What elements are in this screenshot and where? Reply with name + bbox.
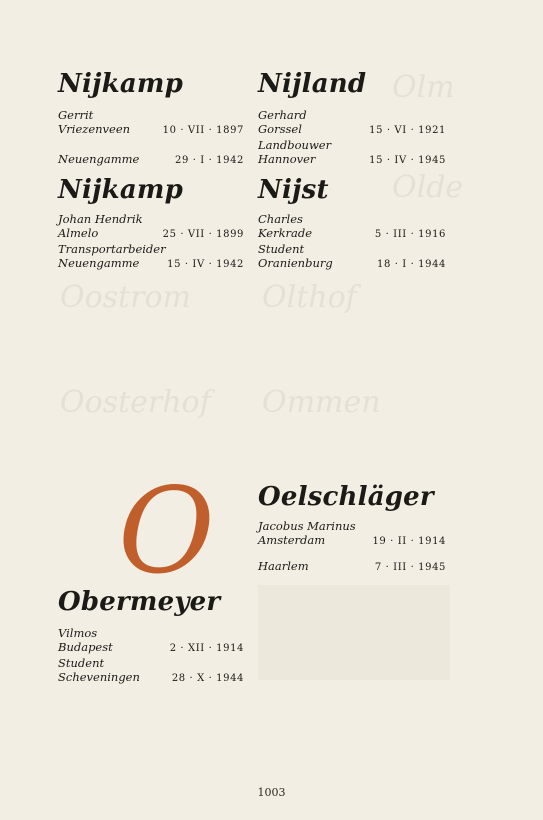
given-name: Vilmos xyxy=(58,626,98,640)
entry-line xyxy=(258,519,446,533)
entry-line xyxy=(258,242,446,256)
death-place: Neuengamme xyxy=(58,152,140,166)
entry-line xyxy=(58,640,244,656)
death-date: 18 · I · 1944 xyxy=(377,259,446,270)
entry-line xyxy=(258,122,446,138)
given-name: Gerhard xyxy=(258,108,307,122)
entry-line xyxy=(58,122,244,138)
death-date: 7 · III · 1945 xyxy=(374,562,446,573)
death-place: Scheveningen xyxy=(58,670,140,684)
given-name: Johan Hendrik xyxy=(58,212,143,226)
birthplace: Gorssel xyxy=(258,122,302,136)
entry-line xyxy=(258,256,446,272)
surname: Nijst xyxy=(258,175,329,205)
entry-nijkamp-johan-hendrik xyxy=(58,176,244,272)
occupation: Transportarbeider xyxy=(58,242,166,256)
entry-oelschlager xyxy=(258,483,446,575)
death-date: 28 · X · 1944 xyxy=(171,673,244,684)
show-through-box xyxy=(258,585,450,680)
birthplace: Kerkrade xyxy=(258,226,313,240)
entry-line xyxy=(58,626,244,640)
given-name: Charles xyxy=(258,212,303,226)
birthplace: Vriezenveen xyxy=(58,122,131,136)
entry-line xyxy=(58,138,244,152)
death-place: Haarlem xyxy=(258,559,309,573)
death-place: Neuengamme xyxy=(58,256,140,270)
entry-line xyxy=(258,226,446,242)
birth-date: 15 · VI · 1921 xyxy=(369,125,446,136)
show-through-decoration: Oostrom xyxy=(60,280,191,315)
birth-date: 2 · XII · 1914 xyxy=(169,643,244,654)
entry-obermeyer xyxy=(58,588,244,686)
entry-line xyxy=(58,226,244,242)
entry-line xyxy=(258,212,446,226)
birth-date: 25 · VII · 1899 xyxy=(162,229,244,240)
birthplace: Almelo xyxy=(58,226,99,240)
birth-date: 5 · III · 1916 xyxy=(374,229,446,240)
entry-line xyxy=(258,533,446,549)
entry-line xyxy=(58,152,244,168)
entry-line xyxy=(58,242,244,256)
surname: Nijkamp xyxy=(58,175,184,205)
occupation: Student xyxy=(58,656,105,670)
surname: Nijkamp xyxy=(58,69,184,99)
given-name: Gerrit xyxy=(58,108,94,122)
death-place: Oranienburg xyxy=(258,256,333,270)
entry-line xyxy=(258,152,446,168)
show-through-decoration: Olde xyxy=(392,170,464,205)
given-name: Jacobus Marinus xyxy=(258,519,356,533)
occupation: Landbouwer xyxy=(258,138,332,152)
entry-line xyxy=(58,212,244,226)
entry-line xyxy=(58,108,244,122)
entry-line xyxy=(58,670,244,686)
entry-line xyxy=(258,108,446,122)
birth-date: 19 · II · 1914 xyxy=(372,536,446,547)
entry-line xyxy=(258,559,446,575)
entry-line xyxy=(58,656,244,670)
entry-line xyxy=(58,256,244,272)
occupation: Student xyxy=(258,242,305,256)
show-through-decoration: Oosterhof xyxy=(60,385,211,420)
death-place: Hannover xyxy=(258,152,316,166)
entry-line xyxy=(258,549,446,559)
show-through-decoration: Ommen xyxy=(262,385,381,420)
death-date: 29 · I · 1942 xyxy=(175,155,244,166)
entry-nijst xyxy=(258,176,446,272)
surname: Obermeyer xyxy=(58,587,221,617)
birthplace: Amsterdam xyxy=(258,533,326,547)
section-initial-letter: O xyxy=(118,462,215,600)
birthplace: Budapest xyxy=(58,640,113,654)
surname: Oelschläger xyxy=(258,482,434,512)
entry-nijland xyxy=(258,70,446,168)
show-through-decoration: Olm xyxy=(392,70,455,105)
entry-line xyxy=(258,138,446,152)
death-date: 15 · IV · 1942 xyxy=(167,259,244,270)
entry-nijkamp-gerrit xyxy=(58,70,244,168)
surname: Nijland xyxy=(258,69,367,99)
death-date: 15 · IV · 1945 xyxy=(369,155,446,166)
show-through-decoration: Olthof xyxy=(262,280,357,315)
birth-date: 10 · VII · 1897 xyxy=(162,125,244,136)
page-number: 1003 xyxy=(257,786,286,799)
